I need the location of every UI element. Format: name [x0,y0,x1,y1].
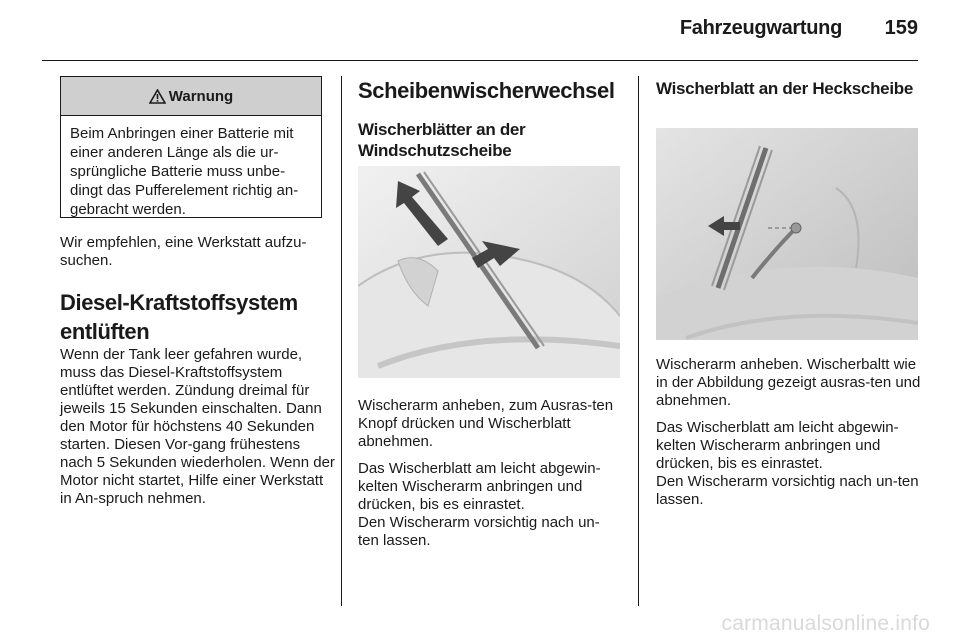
column-divider-right [638,76,639,606]
windshield-step-2: Das Wischerblatt am leicht abgewin-kelten Wischerarm anbringen und drücken, bis es einrastet. [358,460,601,513]
windshield-step-1: Wischerarm anheben, zum Ausras-ten Knopf drücken und Wischerblatt abnehmen. [358,397,614,450]
rear-wiper-figure [656,128,918,340]
warning-title: Warnung [168,87,234,105]
header-rule [42,60,918,61]
column-divider-left [341,76,342,606]
rear-step-3: Den Wischerarm vorsichtig nach un-ten lassen. [656,473,919,508]
warning-box [60,76,322,218]
rear-wiper-illustration [656,128,918,340]
warning-text: Beim Anbringen einer Batterie mit einer anderen Länge als die ur-sprüngliche Batterie muss unbe-dingt das Pufferelement richtig an-gebracht werden. [70,125,299,218]
windshield-step-3: Den Wischerarm vorsichtig nach un-ten lassen. [358,514,600,549]
warning-header [61,77,321,116]
watermark: carmanualsonline.info [721,612,930,635]
recommendation-text: Wir empfehlen, eine Werkstatt aufzu-suchen. [60,234,307,269]
page-number: 159 [884,17,918,39]
rear-window-subheading: Wischerblatt an der Heckscheibe [656,79,913,98]
warning-triangle-icon [149,89,166,104]
diesel-section-heading: Diesel-Kraftstoffsystem entlüften [60,290,298,344]
windshield-wiper-illustration [358,166,620,378]
wiper-section-heading: Scheibenwischerwechsel [358,78,615,103]
header-title: Fahrzeugwartung [679,17,842,39]
rear-step-1: Wischerarm anheben. Wischerbaltt wie in der Abbildung gezeigt ausras-ten und abnehmen. [656,356,921,409]
windshield-wiper-figure [358,166,620,378]
windshield-subheading: Wischerblätter an der Windschutzscheibe [358,120,526,160]
diesel-section-text: Wenn der Tank leer gefahren wurde, muss das Diesel-Kraftstoffsystem entlüftet werden. Zündung dreimal für jeweils 15 Sekunden einschalten. Dann den Motor für höchstens 40 Sekunden starten. Diesen Vor-gang frühestens nach 5 Sekunden wiederholen. Wenn der Motor nicht startet, Hilfe einer Werkstatt in An-spruch nehmen. [60,346,335,507]
rear-step-2: Das Wischerblatt am leicht abgewin-kelten Wischerarm anbringen und drücken, bis es einrastet. [656,419,899,472]
